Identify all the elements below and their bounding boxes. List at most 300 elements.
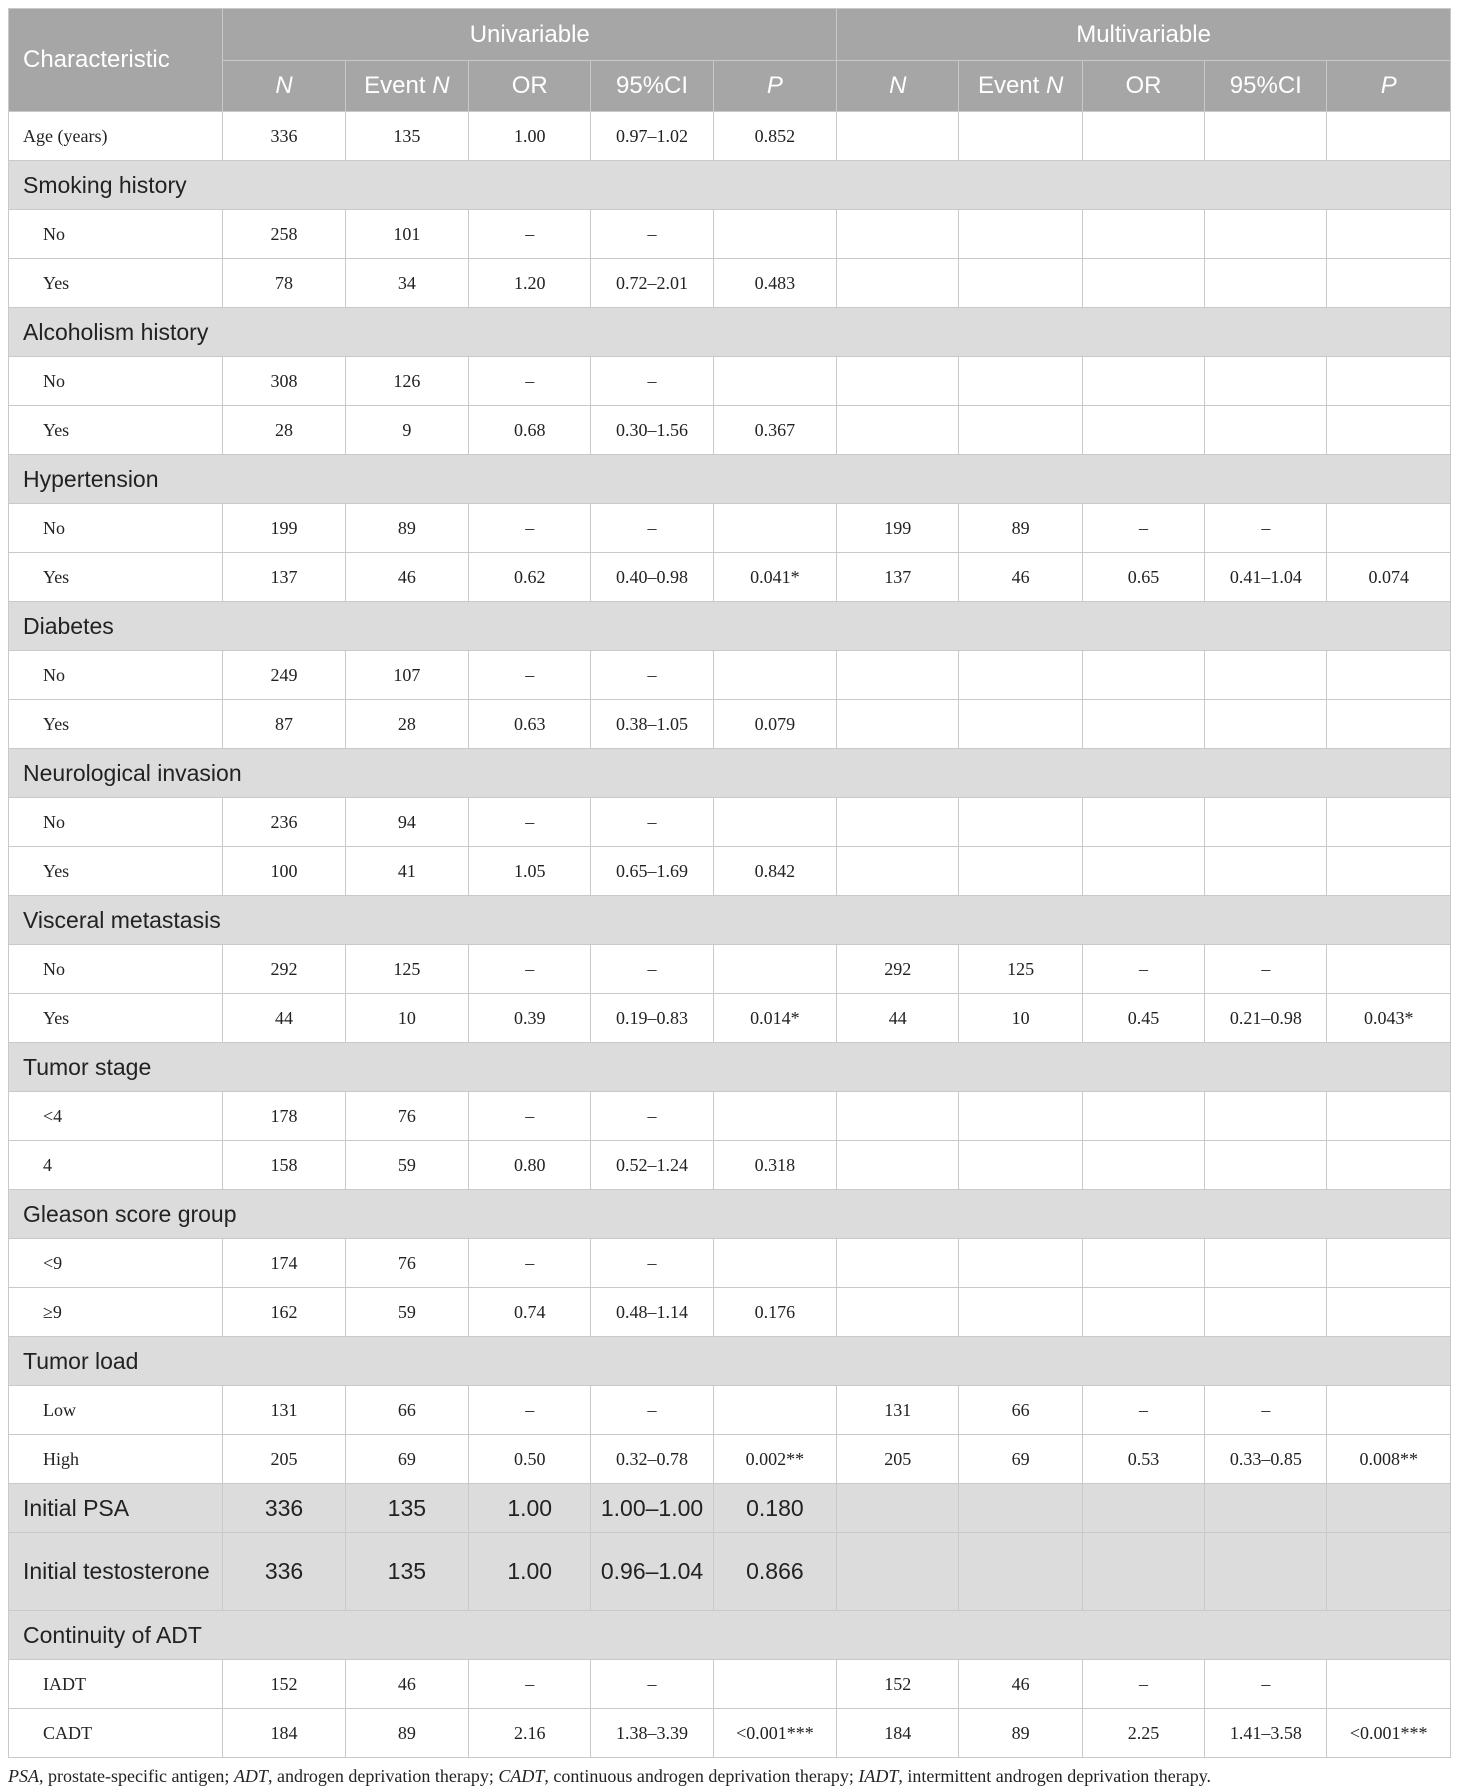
multivariable-p-cell <box>1327 112 1451 161</box>
univariable-event-n-cell: 101 <box>345 210 468 259</box>
row-label: IADT <box>9 1660 223 1709</box>
univariable-or-cell: 0.74 <box>469 1288 591 1337</box>
multivariable-p-cell: 0.043* <box>1327 994 1451 1043</box>
multivariable-p-cell <box>1327 1533 1451 1611</box>
univariable-ci-cell: 0.52–1.24 <box>591 1141 713 1190</box>
multivariable-p-cell <box>1327 357 1451 406</box>
table-row <box>9 651 1451 700</box>
univariable-event-n-cell: 69 <box>345 1435 468 1484</box>
univariable-ci-cell: – <box>591 1386 713 1435</box>
row-label: No <box>9 945 223 994</box>
multivariable-event-n-cell: 125 <box>959 945 1082 994</box>
multivariable-event-n-cell: 46 <box>959 553 1082 602</box>
multivariable-p-cell <box>1327 1239 1451 1288</box>
multivariable-event-n-cell <box>959 651 1082 700</box>
header-multivariable: Multivariable <box>837 9 1451 61</box>
multivariable-n-cell: 131 <box>837 1386 959 1435</box>
multivariable-ci-cell: 1.41–3.58 <box>1205 1709 1327 1758</box>
univariable-n-cell: 308 <box>223 357 345 406</box>
header-col-event-n: Event N <box>959 61 1082 112</box>
table-row <box>9 1092 1451 1141</box>
multivariable-ci-cell: 0.21–0.98 <box>1205 994 1327 1043</box>
multivariable-ci-cell <box>1205 1141 1327 1190</box>
univariable-ci-cell: 0.72–2.01 <box>591 259 713 308</box>
multivariable-p-cell: <0.001*** <box>1327 1709 1451 1758</box>
multivariable-event-n-cell <box>959 357 1082 406</box>
header-col-n: N <box>837 61 959 112</box>
table-row <box>9 1533 1451 1611</box>
univariable-p-cell <box>713 210 836 259</box>
header-col-ci: 95%CI <box>591 61 713 112</box>
univariable-n-cell: 158 <box>223 1141 345 1190</box>
multivariable-p-cell <box>1327 1660 1451 1709</box>
group-label: Gleason score group <box>9 1190 1451 1239</box>
multivariable-ci-cell <box>1205 798 1327 847</box>
row-label: No <box>9 651 223 700</box>
univariable-p-cell: 0.002** <box>713 1435 836 1484</box>
multivariable-or-cell: 0.65 <box>1082 553 1204 602</box>
group-label: Diabetes <box>9 602 1451 651</box>
multivariable-or-cell <box>1082 1239 1204 1288</box>
table-row <box>9 357 1451 406</box>
multivariable-p-cell <box>1327 406 1451 455</box>
multivariable-ci-cell: 0.33–0.85 <box>1205 1435 1327 1484</box>
multivariable-event-n-cell <box>959 112 1082 161</box>
univariable-ci-cell: – <box>591 1092 713 1141</box>
univariable-p-cell: 0.318 <box>713 1141 836 1190</box>
multivariable-ci-cell: – <box>1205 945 1327 994</box>
univariable-ci-cell: 0.96–1.04 <box>591 1533 713 1611</box>
multivariable-or-cell: – <box>1082 504 1204 553</box>
multivariable-p-cell: 0.008** <box>1327 1435 1451 1484</box>
univariable-or-cell: – <box>469 1660 591 1709</box>
univariable-event-n-cell: 28 <box>345 700 468 749</box>
univariable-event-n-cell: 125 <box>345 945 468 994</box>
multivariable-n-cell: 184 <box>837 1709 959 1758</box>
header-col-or: OR <box>1082 61 1204 112</box>
multivariable-or-cell <box>1082 700 1204 749</box>
table-group-row <box>9 1337 1451 1386</box>
multivariable-n-cell: 205 <box>837 1435 959 1484</box>
row-label: Yes <box>9 259 223 308</box>
univariable-ci-cell: – <box>591 1660 713 1709</box>
univariable-n-cell: 162 <box>223 1288 345 1337</box>
table-row <box>9 1239 1451 1288</box>
univariable-or-cell: – <box>469 798 591 847</box>
univariable-n-cell: 131 <box>223 1386 345 1435</box>
row-label: High <box>9 1435 223 1484</box>
multivariable-event-n-cell: 10 <box>959 994 1082 1043</box>
table-row <box>9 700 1451 749</box>
univariable-or-cell: – <box>469 210 591 259</box>
multivariable-or-cell: – <box>1082 945 1204 994</box>
multivariable-event-n-cell <box>959 1141 1082 1190</box>
multivariable-ci-cell <box>1205 112 1327 161</box>
table-row <box>9 1435 1451 1484</box>
row-label: No <box>9 798 223 847</box>
multivariable-n-cell <box>837 210 959 259</box>
multivariable-ci-cell: – <box>1205 504 1327 553</box>
univariable-p-cell: 0.852 <box>713 112 836 161</box>
univariable-event-n-cell: 59 <box>345 1288 468 1337</box>
multivariable-or-cell: 0.53 <box>1082 1435 1204 1484</box>
univariable-event-n-cell: 41 <box>345 847 468 896</box>
header-univariable: Univariable <box>223 9 837 61</box>
univariable-event-n-cell: 66 <box>345 1386 468 1435</box>
group-label: Smoking history <box>9 161 1451 210</box>
univariable-p-cell: 0.079 <box>713 700 836 749</box>
row-label: Yes <box>9 700 223 749</box>
multivariable-event-n-cell: 89 <box>959 504 1082 553</box>
group-label: Alcoholism history <box>9 308 1451 357</box>
univariable-or-cell: 0.63 <box>469 700 591 749</box>
multivariable-ci-cell: 0.41–1.04 <box>1205 553 1327 602</box>
univariable-n-cell: 292 <box>223 945 345 994</box>
multivariable-event-n-cell: 69 <box>959 1435 1082 1484</box>
multivariable-n-cell <box>837 651 959 700</box>
multivariable-or-cell <box>1082 357 1204 406</box>
univariable-ci-cell: 0.30–1.56 <box>591 406 713 455</box>
univariable-n-cell: 44 <box>223 994 345 1043</box>
multivariable-event-n-cell <box>959 1484 1082 1533</box>
multivariable-or-cell <box>1082 259 1204 308</box>
multivariable-n-cell: 137 <box>837 553 959 602</box>
multivariable-n-cell <box>837 1533 959 1611</box>
multivariable-or-cell: 2.25 <box>1082 1709 1204 1758</box>
multivariable-or-cell <box>1082 406 1204 455</box>
multivariable-ci-cell <box>1205 1484 1327 1533</box>
multivariable-p-cell <box>1327 1484 1451 1533</box>
univariable-or-cell: 1.00 <box>469 112 591 161</box>
univariable-or-cell: 1.20 <box>469 259 591 308</box>
univariable-ci-cell: – <box>591 798 713 847</box>
univariable-n-cell: 137 <box>223 553 345 602</box>
multivariable-or-cell <box>1082 1092 1204 1141</box>
univariable-n-cell: 152 <box>223 1660 345 1709</box>
table-row <box>9 1141 1451 1190</box>
multivariable-n-cell <box>837 798 959 847</box>
multivariable-ci-cell <box>1205 406 1327 455</box>
multivariable-ci-cell <box>1205 259 1327 308</box>
univariable-event-n-cell: 46 <box>345 1660 468 1709</box>
univariable-p-cell: 0.866 <box>713 1533 836 1611</box>
univariable-p-cell <box>713 798 836 847</box>
multivariable-p-cell <box>1327 1386 1451 1435</box>
header-col-p: P <box>713 61 836 112</box>
multivariable-ci-cell <box>1205 1533 1327 1611</box>
univariable-ci-cell: – <box>591 357 713 406</box>
multivariable-event-n-cell: 66 <box>959 1386 1082 1435</box>
table-row <box>9 847 1451 896</box>
row-label: Yes <box>9 553 223 602</box>
row-label: Low <box>9 1386 223 1435</box>
multivariable-p-cell <box>1327 700 1451 749</box>
univariable-event-n-cell: 76 <box>345 1092 468 1141</box>
multivariable-n-cell <box>837 1141 959 1190</box>
univariable-event-n-cell: 89 <box>345 504 468 553</box>
univariable-or-cell: – <box>469 504 591 553</box>
multivariable-event-n-cell: 89 <box>959 1709 1082 1758</box>
multivariable-p-cell <box>1327 1288 1451 1337</box>
multivariable-p-cell <box>1327 651 1451 700</box>
multivariable-ci-cell <box>1205 1288 1327 1337</box>
univariable-or-cell: 1.00 <box>469 1484 591 1533</box>
univariable-ci-cell: – <box>591 1239 713 1288</box>
multivariable-n-cell <box>837 1288 959 1337</box>
univariable-n-cell: 249 <box>223 651 345 700</box>
group-label: Hypertension <box>9 455 1451 504</box>
univariable-or-cell: 1.00 <box>469 1533 591 1611</box>
univariable-event-n-cell: 135 <box>345 1533 468 1611</box>
multivariable-ci-cell <box>1205 1092 1327 1141</box>
multivariable-ci-cell: – <box>1205 1386 1327 1435</box>
univariable-ci-cell: – <box>591 651 713 700</box>
multivariable-event-n-cell <box>959 1288 1082 1337</box>
multivariable-ci-cell <box>1205 210 1327 259</box>
multivariable-event-n-cell <box>959 700 1082 749</box>
group-label: Visceral metastasis <box>9 896 1451 945</box>
univariable-n-cell: 336 <box>223 1484 345 1533</box>
univariable-n-cell: 28 <box>223 406 345 455</box>
multivariable-n-cell <box>837 357 959 406</box>
table-row <box>9 1484 1451 1533</box>
multivariable-event-n-cell <box>959 798 1082 847</box>
univariable-event-n-cell: 76 <box>345 1239 468 1288</box>
multivariable-event-n-cell <box>959 406 1082 455</box>
multivariable-event-n-cell: 46 <box>959 1660 1082 1709</box>
table-row <box>9 994 1451 1043</box>
table-footnote: PSA, prostate-specific antigen; ADT, androgen deprivation therapy; CADT, continuous androgen deprivation therapy; IADT, intermittent androgen deprivation therapy. <box>8 1766 1212 1786</box>
multivariable-n-cell: 152 <box>837 1660 959 1709</box>
group-label: Neurological invasion <box>9 749 1451 798</box>
univariable-n-cell: 178 <box>223 1092 345 1141</box>
table-row <box>9 1288 1451 1337</box>
univariable-event-n-cell: 135 <box>345 112 468 161</box>
univariable-or-cell: 1.05 <box>469 847 591 896</box>
univariable-p-cell: 0.041* <box>713 553 836 602</box>
table-header <box>9 9 1451 112</box>
univariable-p-cell: 0.483 <box>713 259 836 308</box>
multivariable-n-cell <box>837 700 959 749</box>
header-col-n: N <box>223 61 345 112</box>
multivariable-or-cell <box>1082 1533 1204 1611</box>
multivariable-event-n-cell <box>959 1533 1082 1611</box>
table-group-row <box>9 1190 1451 1239</box>
univariable-event-n-cell: 46 <box>345 553 468 602</box>
multivariable-p-cell <box>1327 259 1451 308</box>
table-row <box>9 945 1451 994</box>
row-label: Yes <box>9 847 223 896</box>
multivariable-or-cell <box>1082 798 1204 847</box>
multivariable-ci-cell <box>1205 1239 1327 1288</box>
univariable-or-cell: – <box>469 357 591 406</box>
multivariable-n-cell <box>837 406 959 455</box>
univariable-event-n-cell: 10 <box>345 994 468 1043</box>
univariable-event-n-cell: 34 <box>345 259 468 308</box>
univariable-or-cell: 0.39 <box>469 994 591 1043</box>
table-group-row <box>9 602 1451 651</box>
univariable-ci-cell: 0.32–0.78 <box>591 1435 713 1484</box>
row-label: No <box>9 210 223 259</box>
univariable-n-cell: 78 <box>223 259 345 308</box>
univariable-event-n-cell: 107 <box>345 651 468 700</box>
table-row <box>9 259 1451 308</box>
multivariable-or-cell <box>1082 210 1204 259</box>
table-row <box>9 553 1451 602</box>
multivariable-ci-cell: – <box>1205 1660 1327 1709</box>
table-group-row <box>9 308 1451 357</box>
multivariable-or-cell <box>1082 1288 1204 1337</box>
univariable-ci-cell: 0.19–0.83 <box>591 994 713 1043</box>
table-row <box>9 798 1451 847</box>
multivariable-n-cell <box>837 847 959 896</box>
univariable-n-cell: 205 <box>223 1435 345 1484</box>
univariable-event-n-cell: 9 <box>345 406 468 455</box>
multivariable-n-cell: 44 <box>837 994 959 1043</box>
univariable-n-cell: 336 <box>223 1533 345 1611</box>
row-label: Yes <box>9 406 223 455</box>
table-row <box>9 112 1451 161</box>
header-col-ci: 95%CI <box>1205 61 1327 112</box>
multivariable-or-cell <box>1082 1484 1204 1533</box>
multivariable-n-cell: 199 <box>837 504 959 553</box>
multivariable-p-cell <box>1327 210 1451 259</box>
multivariable-or-cell: – <box>1082 1386 1204 1435</box>
group-label: Continuity of ADT <box>9 1611 1451 1660</box>
univariable-p-cell <box>713 1092 836 1141</box>
univariable-ci-cell: – <box>591 504 713 553</box>
univariable-p-cell <box>713 651 836 700</box>
table-group-row <box>9 1043 1451 1092</box>
table-row <box>9 210 1451 259</box>
row-label: Yes <box>9 994 223 1043</box>
multivariable-p-cell <box>1327 504 1451 553</box>
multivariable-ci-cell <box>1205 847 1327 896</box>
univariable-p-cell: 0.014* <box>713 994 836 1043</box>
univariable-event-n-cell: 126 <box>345 357 468 406</box>
header-col-p: P <box>1327 61 1451 112</box>
univariable-event-n-cell: 135 <box>345 1484 468 1533</box>
table-group-row <box>9 455 1451 504</box>
multivariable-p-cell <box>1327 798 1451 847</box>
row-label: <4 <box>9 1092 223 1141</box>
univariable-event-n-cell: 59 <box>345 1141 468 1190</box>
univariable-ci-cell: 0.38–1.05 <box>591 700 713 749</box>
univariable-p-cell: 0.367 <box>713 406 836 455</box>
univariable-or-cell: 0.50 <box>469 1435 591 1484</box>
table-body <box>9 112 1451 1758</box>
row-label: Initial testosterone <box>9 1533 223 1611</box>
univariable-n-cell: 100 <box>223 847 345 896</box>
univariable-or-cell: 2.16 <box>469 1709 591 1758</box>
row-label: 4 <box>9 1141 223 1190</box>
univariable-or-cell: – <box>469 1092 591 1141</box>
univariable-or-cell: – <box>469 1386 591 1435</box>
univariable-ci-cell: – <box>591 945 713 994</box>
univariable-p-cell: 0.176 <box>713 1288 836 1337</box>
univariable-n-cell: 236 <box>223 798 345 847</box>
univariable-n-cell: 258 <box>223 210 345 259</box>
univariable-p-cell <box>713 1660 836 1709</box>
header-col-or: OR <box>469 61 591 112</box>
row-label: Initial PSA <box>9 1484 223 1533</box>
univariable-or-cell: – <box>469 1239 591 1288</box>
table-group-row <box>9 749 1451 798</box>
univariable-ci-cell: – <box>591 210 713 259</box>
table-row <box>9 1386 1451 1435</box>
multivariable-or-cell <box>1082 112 1204 161</box>
multivariable-or-cell <box>1082 1141 1204 1190</box>
univariable-p-cell <box>713 945 836 994</box>
univariable-or-cell: 0.68 <box>469 406 591 455</box>
univariable-ci-cell: 0.97–1.02 <box>591 112 713 161</box>
univariable-n-cell: 184 <box>223 1709 345 1758</box>
multivariable-event-n-cell <box>959 210 1082 259</box>
multivariable-or-cell: – <box>1082 1660 1204 1709</box>
row-label: ≥9 <box>9 1288 223 1337</box>
regression-table <box>8 8 1451 1758</box>
multivariable-n-cell <box>837 1484 959 1533</box>
univariable-p-cell: 0.842 <box>713 847 836 896</box>
header-characteristic: Characteristic <box>9 9 223 112</box>
univariable-p-cell: <0.001*** <box>713 1709 836 1758</box>
univariable-p-cell <box>713 504 836 553</box>
multivariable-event-n-cell <box>959 1092 1082 1141</box>
univariable-event-n-cell: 94 <box>345 798 468 847</box>
univariable-ci-cell: 1.38–3.39 <box>591 1709 713 1758</box>
univariable-n-cell: 87 <box>223 700 345 749</box>
multivariable-or-cell <box>1082 651 1204 700</box>
univariable-or-cell: 0.80 <box>469 1141 591 1190</box>
multivariable-n-cell <box>837 1092 959 1141</box>
multivariable-event-n-cell <box>959 259 1082 308</box>
multivariable-event-n-cell <box>959 1239 1082 1288</box>
table-group-row <box>9 161 1451 210</box>
univariable-p-cell <box>713 1386 836 1435</box>
multivariable-n-cell <box>837 1239 959 1288</box>
univariable-or-cell: – <box>469 945 591 994</box>
header-col-event-n: Event N <box>345 61 468 112</box>
multivariable-p-cell: 0.074 <box>1327 553 1451 602</box>
multivariable-n-cell <box>837 112 959 161</box>
table-row <box>9 1709 1451 1758</box>
group-label: Tumor load <box>9 1337 1451 1386</box>
univariable-p-cell <box>713 357 836 406</box>
multivariable-n-cell <box>837 259 959 308</box>
table-row <box>9 504 1451 553</box>
group-label: Tumor stage <box>9 1043 1451 1092</box>
multivariable-n-cell: 292 <box>837 945 959 994</box>
univariable-n-cell: 336 <box>223 112 345 161</box>
multivariable-p-cell <box>1327 847 1451 896</box>
multivariable-or-cell <box>1082 847 1204 896</box>
univariable-or-cell: 0.62 <box>469 553 591 602</box>
multivariable-ci-cell <box>1205 700 1327 749</box>
multivariable-ci-cell <box>1205 651 1327 700</box>
table-group-row <box>9 1611 1451 1660</box>
univariable-n-cell: 174 <box>223 1239 345 1288</box>
row-label: CADT <box>9 1709 223 1758</box>
multivariable-or-cell: 0.45 <box>1082 994 1204 1043</box>
row-label: <9 <box>9 1239 223 1288</box>
univariable-ci-cell: 0.65–1.69 <box>591 847 713 896</box>
multivariable-event-n-cell <box>959 847 1082 896</box>
univariable-ci-cell: 1.00–1.00 <box>591 1484 713 1533</box>
row-label: No <box>9 357 223 406</box>
table-row <box>9 1660 1451 1709</box>
multivariable-p-cell <box>1327 1092 1451 1141</box>
multivariable-p-cell <box>1327 1141 1451 1190</box>
